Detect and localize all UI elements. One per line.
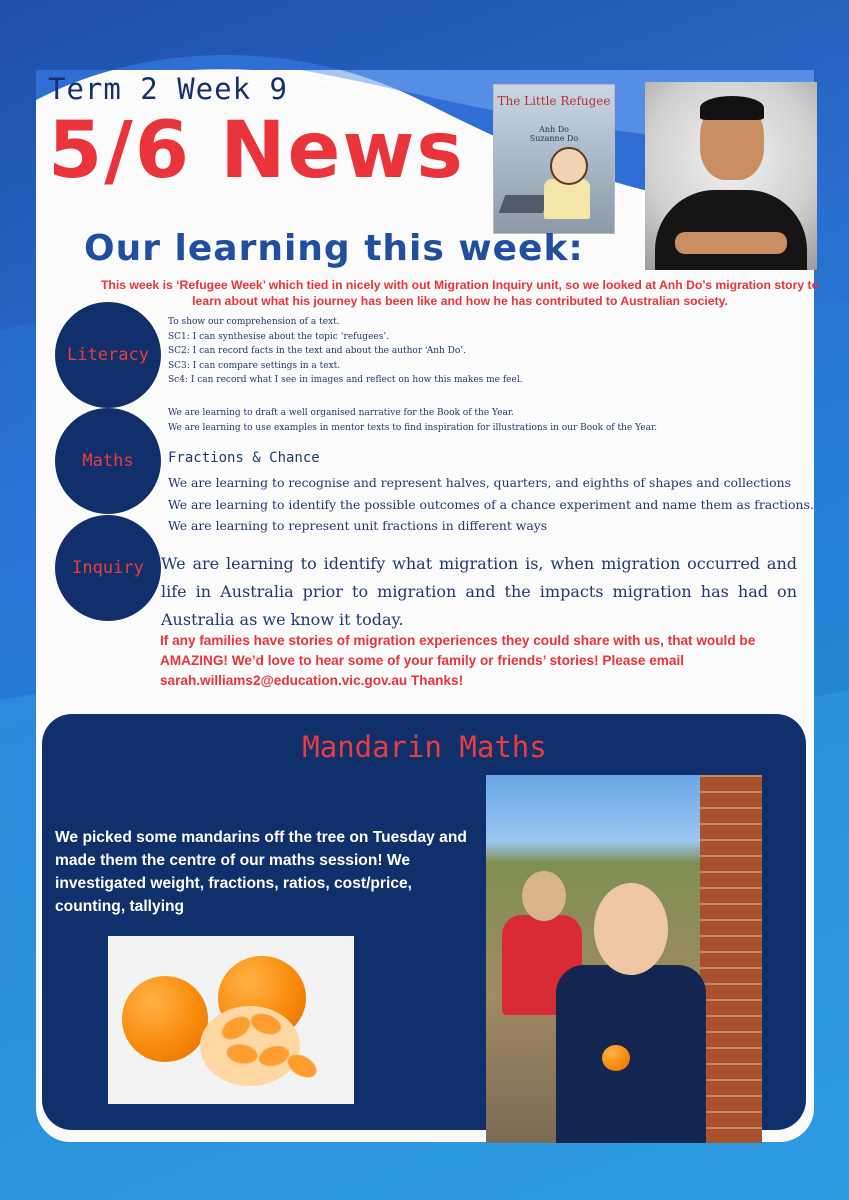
literacy-list	[168, 315, 523, 388]
list-item: To show our comprehension of a text.	[168, 317, 340, 327]
inquiry-text: We are learning to identify what migration is, when migration occurred and life in Australia prior to migration and the impacts migration has had on Australia as we know it today.	[161, 554, 797, 629]
list-item: We are learning to draft a well organised narrative for the Book of the Year.	[168, 408, 515, 418]
list-item: Sc4: I can record what I see in images and reflect on how this makes me feel.	[168, 375, 523, 385]
list-item: We are learning to use examples in mentor texts to find inspiration for illustrations in our Book of the Year.	[168, 422, 658, 433]
maths-list	[168, 472, 814, 537]
learning-heading: Our learning this week:	[84, 228, 584, 269]
family-request: If any families have stories of migration experiences they could share with us, that would be AMAZING! We’d love to hear some of your family or friends’ stories! Please email sarah.williams2@education.vic.gov.au Thanks!	[160, 633, 756, 688]
literacy-badge	[55, 302, 161, 408]
maths-badge	[55, 408, 161, 514]
book-title: The Little Refugee	[497, 94, 611, 108]
students-photo	[486, 775, 762, 1143]
list-item: We are learning to recognise and represent halves, quarters, and eighths of shapes and collections	[168, 475, 791, 490]
book-authors: Anh Do Suzanne Do	[529, 125, 579, 143]
list-item: SC1: I can synthesise about the topic ‘refugees’.	[168, 331, 390, 342]
mandarins-photo	[108, 936, 354, 1104]
boat-illustration	[499, 195, 550, 213]
list-item: We are learning to represent unit fractions in different ways	[168, 518, 548, 533]
maths-heading: Fractions & Chance	[168, 450, 320, 466]
mandarin-title: Mandarin Maths	[302, 730, 547, 764]
maths-label: Maths	[82, 451, 134, 471]
author-portrait-photo	[645, 82, 817, 270]
mandarin-text: We picked some mandarins off the tree on Tuesday and made them the centre of our maths session! We investigated weight, fractions, ratios, cost/price, counting, tallying	[55, 829, 467, 915]
page-title: 5/6 News	[48, 106, 465, 196]
inquiry-label: Inquiry	[72, 558, 144, 578]
learning-intro: This week is ‘Refugee Week’ which tied in nicely with out Migration Inquiry unit, so we looked at Anh Do’s migration story to learn about what his journey has been like and how he has contributed to Australian society.	[100, 278, 820, 308]
term-week: Term 2 Week 9	[48, 72, 288, 106]
boy-face-illustration	[550, 147, 588, 185]
boy-illustration	[544, 179, 590, 219]
book-cover-image	[493, 84, 615, 234]
list-item: We are learning to identify the possible outcomes of a chance experiment and name them as fractions.	[168, 496, 814, 512]
list-item: SC3: I can compare settings in a text.	[168, 360, 341, 371]
narrative-list	[168, 406, 657, 435]
literacy-label: Literacy	[67, 345, 149, 365]
inquiry-badge	[55, 515, 161, 621]
list-item: SC2: I can record facts in the text and about the author ‘Anh Do’.	[168, 346, 466, 356]
